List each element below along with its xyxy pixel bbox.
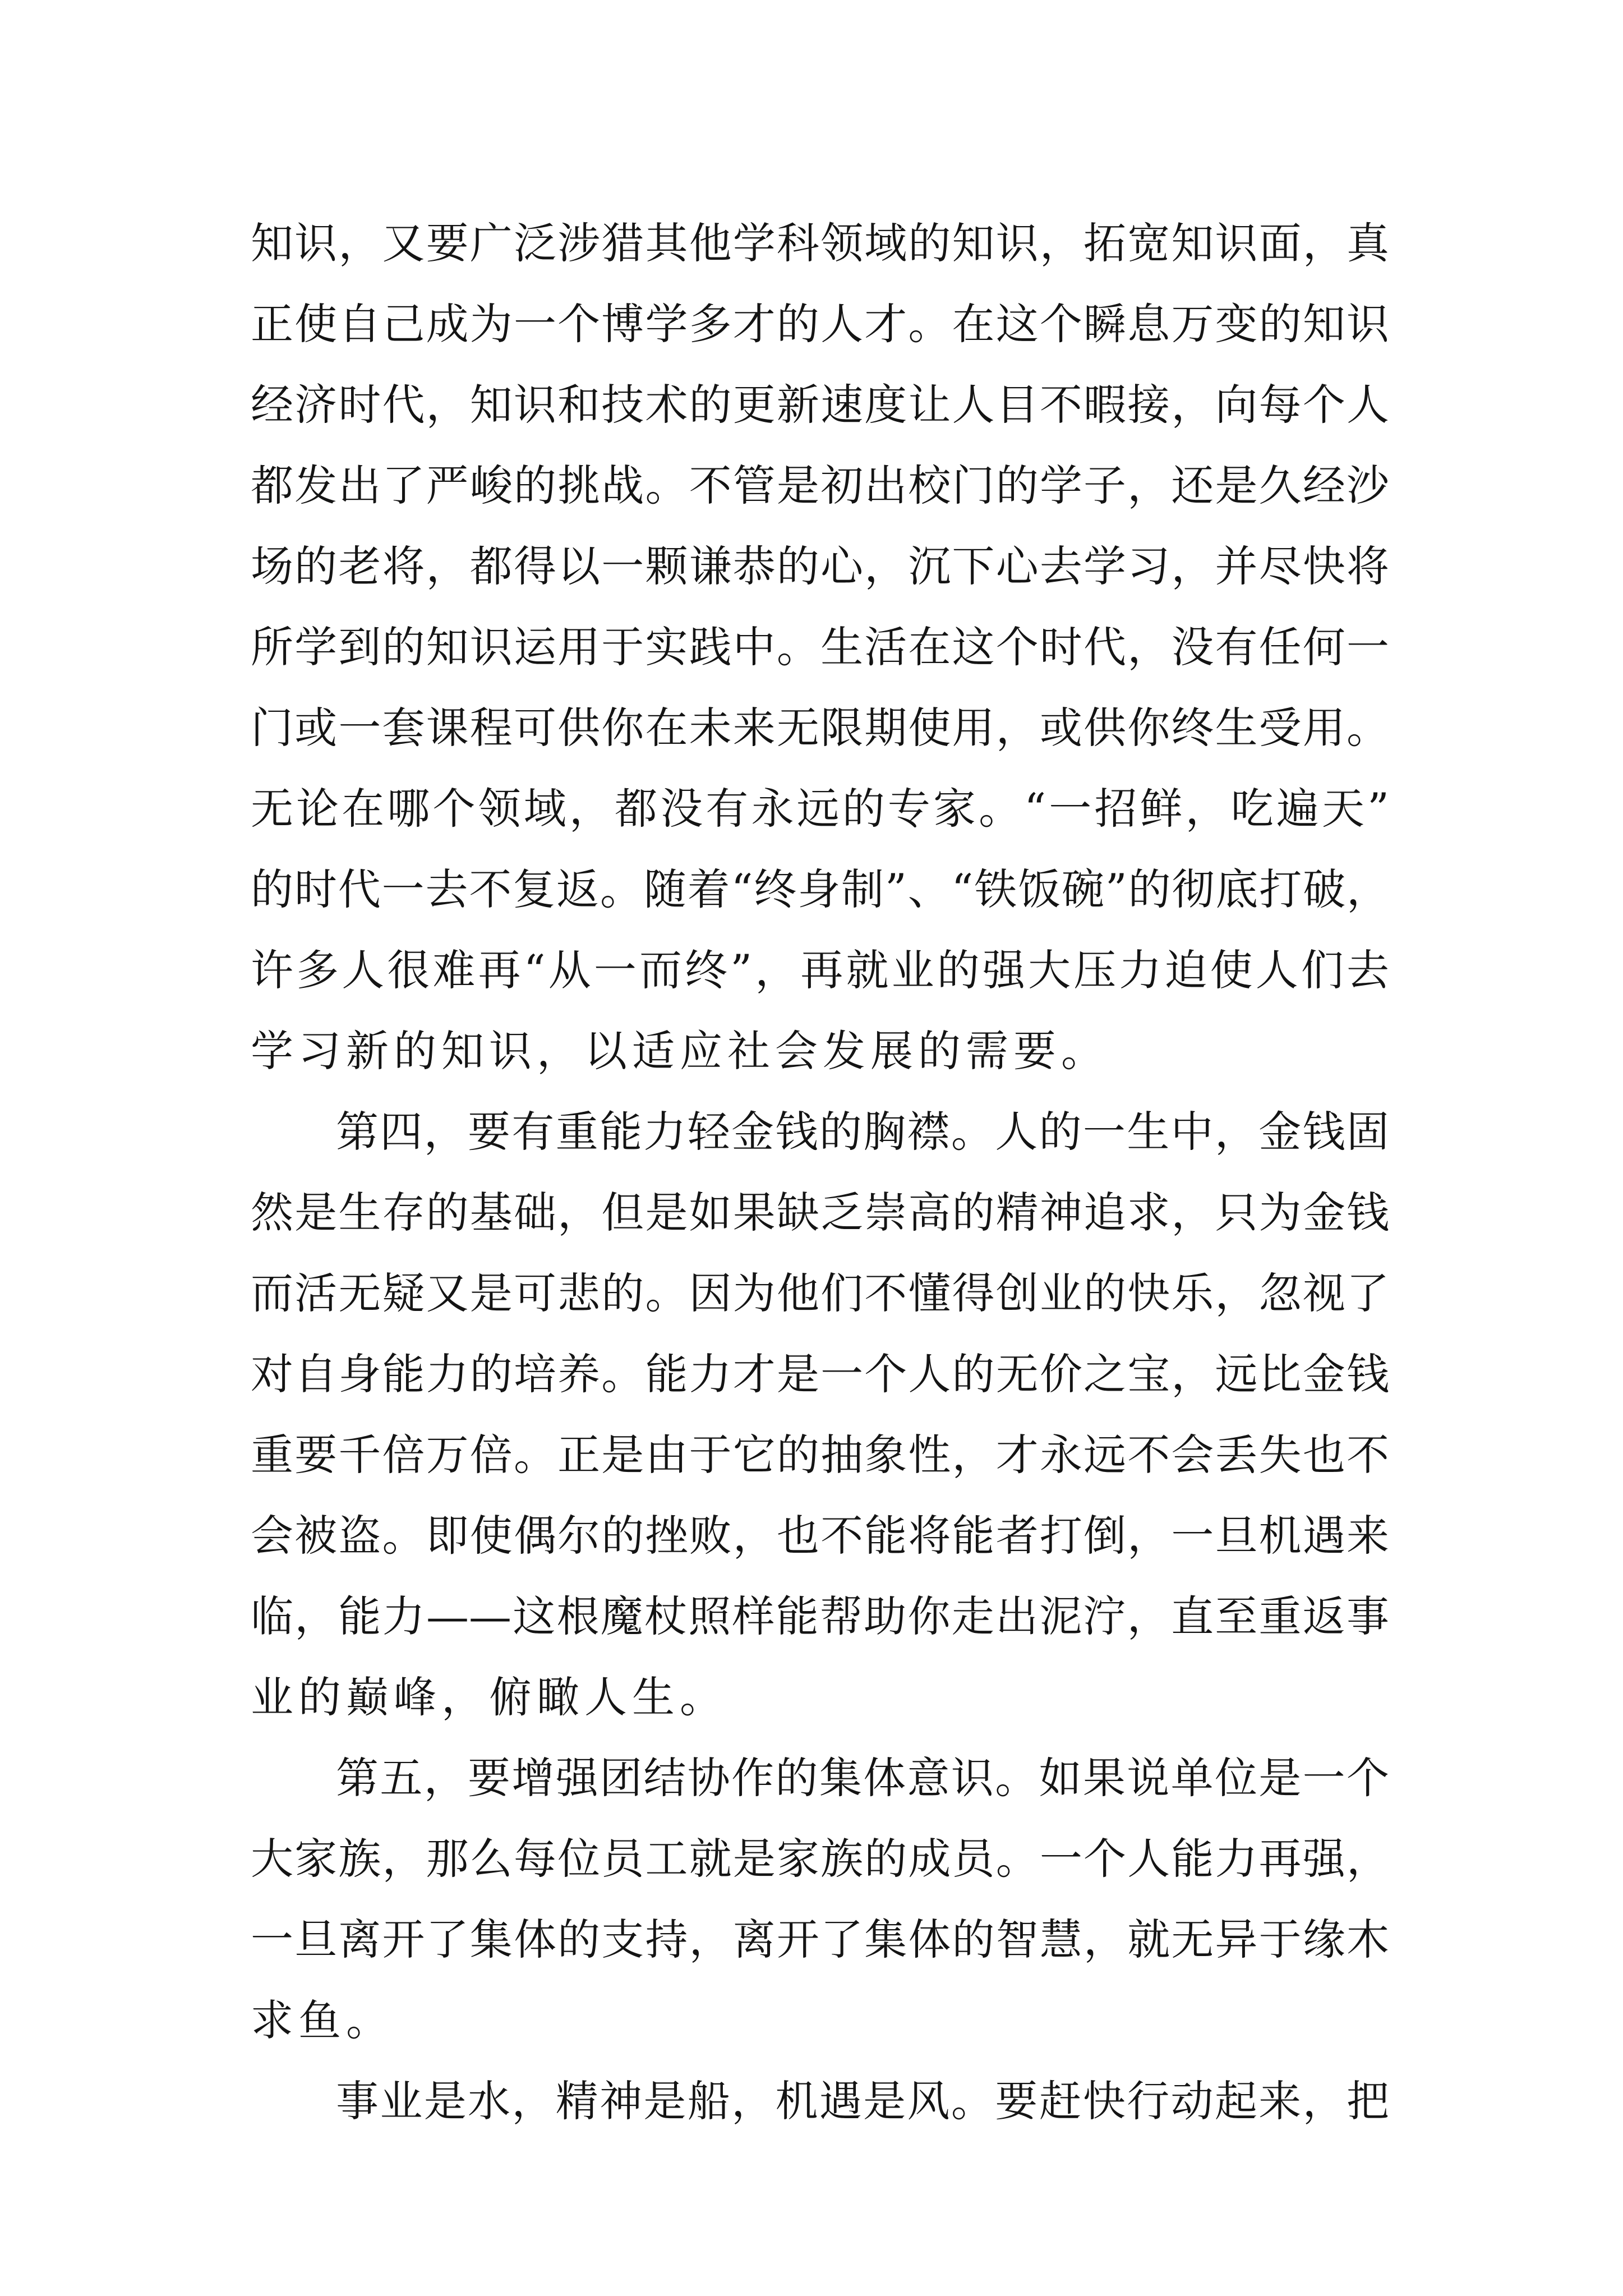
- text-line: 重要千倍万倍。正是由于它的抽象性，才永远不会丢失也不: [251, 1430, 1389, 1480]
- text-line: 第五，要增强团结协作的集体意识。如果说单位是一个: [336, 1753, 1389, 1803]
- paragraph: [251, 1092, 1389, 1738]
- text-line: 大家族，那么每位员工就是家族的成员。一个人能力再强，: [251, 1834, 1389, 1884]
- paragraph: [251, 2061, 1389, 2142]
- text-line: 会被盗。即使偶尔的挫败，也不能将能者打倒，一旦机遇来: [251, 1511, 1389, 1561]
- paragraph: [251, 1738, 1389, 2061]
- text-line: 求鱼。: [251, 1995, 394, 2045]
- text-line: 业的巅峰，俯瞰人生。: [251, 1672, 727, 1722]
- text-line: 学习新的知识，以适应社会发展的需要。: [251, 1026, 1109, 1076]
- body-text: [251, 203, 1389, 2142]
- text-line: 临，能力——这根魔杖照样能帮助你走出泥泞，直至重返事: [251, 1591, 1389, 1641]
- text-line: 第四，要有重能力轻金钱的胸襟。人的一生中，金钱固: [336, 1107, 1389, 1157]
- paragraph: [251, 203, 1389, 1092]
- text-line: 对自身能力的培养。能力才是一个人的无价之宝，远比金钱: [251, 1349, 1389, 1399]
- text-line: 的时代一去不复返。随着“终身制”、“铁饭碗”的彻底打破，: [251, 864, 1389, 914]
- text-line: 都发出了严峻的挑战。不管是初出校门的学子，还是久经沙: [251, 461, 1389, 510]
- text-line: 事业是水，精神是船，机遇是风。要赶快行动起来，把: [336, 2076, 1389, 2126]
- text-line: 一旦离开了集体的支持，离开了集体的智慧，就无异于缘木: [251, 1915, 1389, 1964]
- text-line: 知识，又要广泛涉猎其他学科领域的知识，拓宽知识面，真: [251, 218, 1389, 268]
- text-line: 然是生存的基础，但是如果缺乏崇高的精神追求，只为金钱: [251, 1188, 1389, 1237]
- text-line: 门或一套课程可供你在未来无限期使用，或供你终生受用。: [251, 703, 1389, 753]
- text-line: 所学到的知识运用于实践中。生活在这个时代，没有任何一: [251, 622, 1389, 672]
- text-line: 经济时代，知识和技术的更新速度让人目不暇接，向每个人: [251, 380, 1389, 430]
- text-line: 场的老将，都得以一颗谦恭的心，沉下心去学习，并尽快将: [251, 541, 1389, 591]
- text-line: 许多人很难再“从一而终”，再就业的强大压力迫使人们去: [251, 945, 1389, 995]
- text-line: 无论在哪个领域，都没有永远的专家。“一招鲜，吃遍天”: [251, 784, 1389, 834]
- text-line: 正使自己成为一个博学多才的人才。在这个瞬息万变的知识: [251, 299, 1389, 349]
- text-line: 而活无疑又是可悲的。因为他们不懂得创业的快乐，忽视了: [251, 1268, 1389, 1318]
